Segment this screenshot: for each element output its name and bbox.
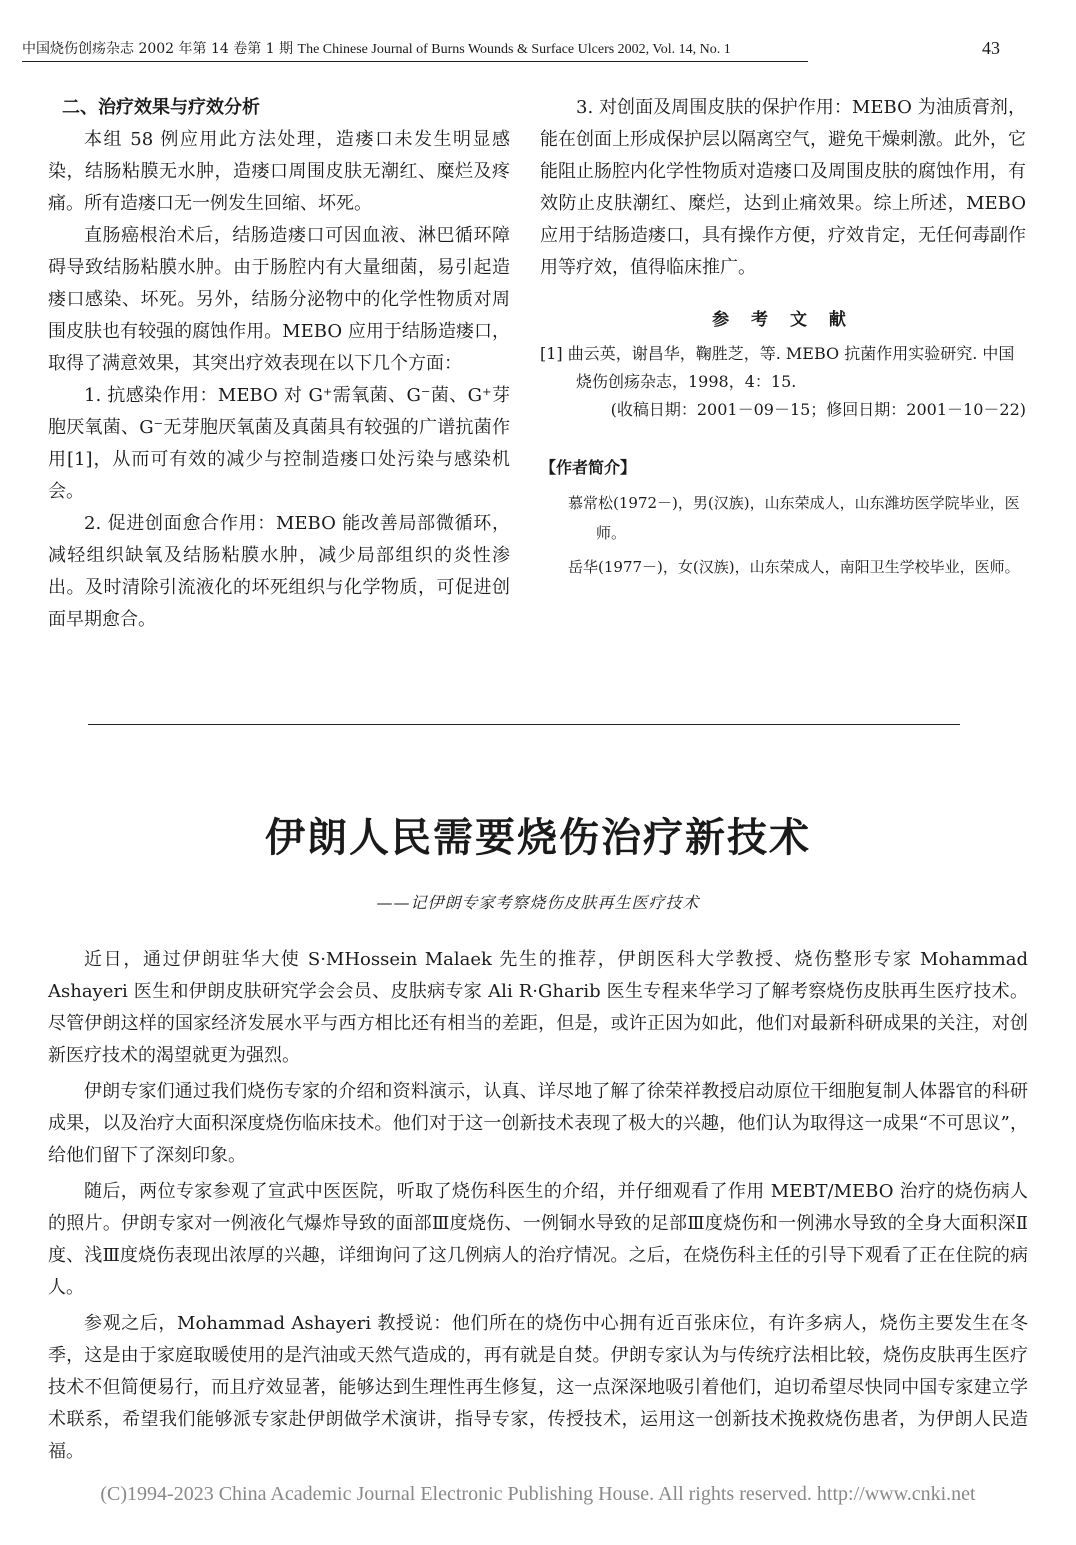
paragraph: 伊朗专家们通过我们烧伤专家的介绍和资料演示，认真、详尽地了解了徐荣祥教授启动原位干细胞复制人体器官的科研成果，以及治疗大面积深度烧伤临床技术。他们对于这一创新技术表现了极大的兴趣，他们认为取得这一成果“不可思议”，给他们留下了深刻印象。	[48, 1081, 1028, 1166]
author-bio: 慕常松(1972－)，男(汉族)，山东荣成人，山东潍坊医学院毕业，医师。	[568, 494, 1020, 542]
right-column	[540, 92, 1026, 582]
paragraph: 本组 58 例应用此方法处理，造瘘口未发生明显感染，结肠粘膜无水肿，造瘘口周围皮肤无潮红、糜烂及疼痛。所有造瘘口无一例发生回缩、坏死。	[48, 129, 510, 214]
left-column	[48, 92, 510, 636]
journal-title-cn: 中国烧伤创疡杂志 2002 年第 14 卷第 1 期	[22, 41, 294, 57]
article-divider	[88, 724, 960, 725]
paragraph: 参观之后，Mohammad Ashayeri 教授说：他们所在的烧伤中心拥有近百张床位，有许多病人，烧伤主要发生在冬季，这是由于家庭取暖使用的是汽油或天然气造成的，再有就是自焚。伊朗专家认为与传统疗法相比较，烧伤皮肤再生医疗技术不但简便易行，而且疗效显著，能够达到生理性再生修复，这一点深深地吸引着他们，迫切希望尽快同中国专家建立学术联系，希望我们能够派专家赴伊朗做学术演讲，指导专家，传授技术，运用这一创新技术挽救烧伤患者，为伊朗人民造福。	[48, 1313, 1028, 1462]
section-heading: 二、治疗效果与疗效分析	[62, 97, 260, 118]
copyright-footer: (C)1994-2023 China Academic Journal Electronic Publishing House. All rights reserved. http://www.cnki.net	[100, 1483, 976, 1505]
paragraph: 2. 促进创面愈合作用：MEBO 能改善局部微循环，减轻组织缺氧及结肠粘膜水肿，减少局部组织的炎性渗出。及时清除引流液化的坏死组织与化学物质，可促进创面早期愈合。	[48, 513, 510, 630]
article-subtitle: ——记伊朗专家考察烧伤皮肤再生医疗技术	[376, 893, 700, 912]
journal-title-en: The Chinese Journal of Burns Wounds & Surface Ulcers 2002, Vol. 14, No. 1	[297, 42, 731, 57]
article-title: 伊朗人民需要烧伤治疗新技术	[265, 815, 811, 861]
received-dates: (收稿日期：2001－09－15；修回日期：2001－10－22)	[610, 400, 1026, 419]
paragraph: 3. 对创面及周围皮肤的保护作用：MEBO 为油质膏剂，能在创面上形成保护层以隔离空气，避免干燥刺激。此外，它能阻止肠腔内化学性物质对造瘘口及周围皮肤的腐蚀作用，有效防止皮肤潮红、糜烂，达到止痛效果。综上所述，MEBO 应用于结肠造瘘口，具有操作方便，疗效肯定，无任何毒副作用等疗效，值得临床推广。	[540, 97, 1026, 278]
paragraph: 随后，两位专家参观了宣武中医医院，听取了烧伤科医生的介绍，并仔细观看了作用 MEBT/MEBO 治疗的烧伤病人的照片。伊朗专家对一例液化气爆炸导致的面部Ⅲ度烧伤、一例铜水导致的足部Ⅲ度烧伤和一例沸水导致的全身大面积深Ⅱ度、浅Ⅲ度烧伤表现出浓厚的兴趣，详细询问了这几例病人的治疗情况。之后，在烧伤科主任的引导下观看了正在住院的病人。	[48, 1181, 1028, 1298]
paragraph: 1. 抗感染作用：MEBO 对 G⁺需氧菌、G⁻菌、G⁺芽胞厌氧菌、G⁻无芽胞厌氧菌及真菌具有较强的广谱抗菌作用[1]，从而可有效的减少与控制造瘘口处污染与感染机会。	[48, 385, 510, 502]
article-body	[48, 944, 1028, 1472]
running-header	[22, 40, 808, 62]
author-bio: 岳华(1977－)，女(汉族)，山东荣成人，南阳卫生学校毕业，医师。	[568, 558, 1020, 576]
references-title: 参 考 文 献	[712, 310, 854, 330]
paragraph: 直肠癌根治术后，结肠造瘘口可因血液、淋巴循环障碍导致结肠粘膜水肿。由于肠腔内有大量细菌，易引起造瘘口感染、坏死。另外，结肠分泌物中的化学性物质对周围皮肤也有较强的腐蚀作用。MEBO 应用于结肠造瘘口，取得了满意效果，其突出疗效表现在以下几个方面：	[48, 225, 510, 374]
paragraph: 近日，通过伊朗驻华大使 S·MHossein Malaek 先生的推荐，伊朗医科大学教授、烧伤整形专家 Mohammad Ashayeri 医生和伊朗皮肤研究学会会员、皮肤病专家 Ali R·Gharib 医生专程来华学习了解考察烧伤皮肤再生医疗技术。尽管伊朗这样的国家经济发展水平与西方相比还有相当的差距，但是，或许正因为如此，他们对最新科研成果的关注，对创新医疗技术的渴望就更为强烈。	[48, 949, 1028, 1066]
page-number: 43	[982, 38, 1000, 58]
author-bio-title: 【作者简介】	[540, 458, 637, 477]
reference-item: [1] 曲云英，谢昌华，鞠胜芝，等. MEBO 抗菌作用实验研究. 中国烧伤创疡杂志，1998，4：15.	[540, 344, 1015, 391]
